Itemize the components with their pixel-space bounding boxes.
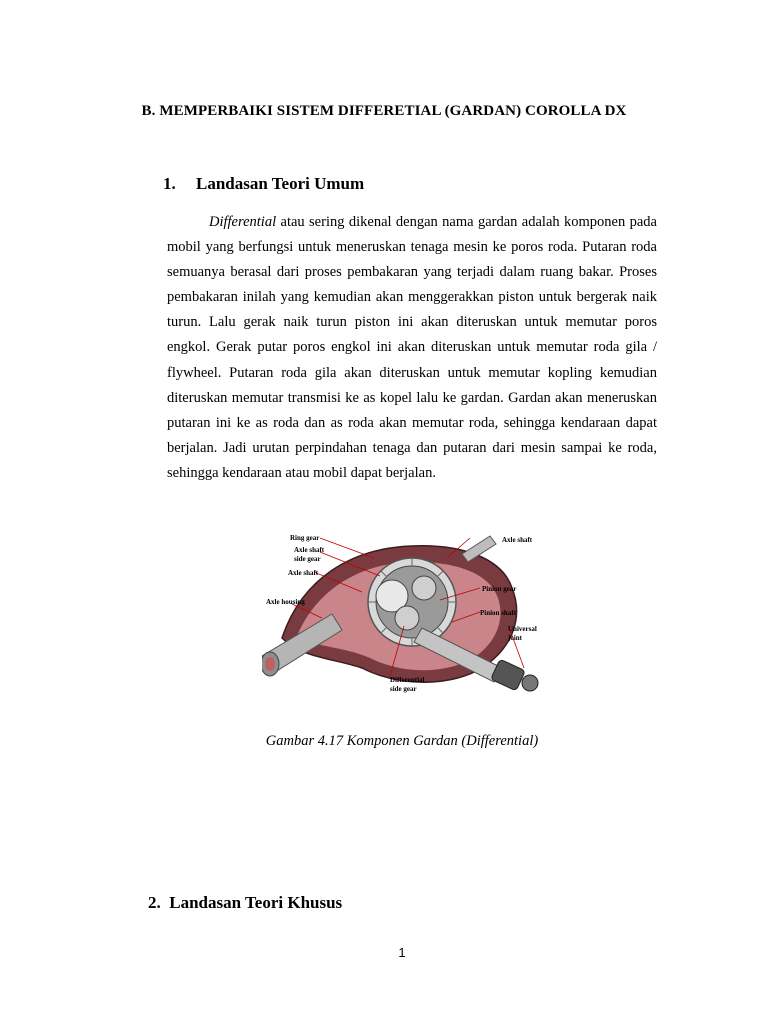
label-universal-joint-1: Universal xyxy=(508,625,537,633)
label-diff-side-gear-2: side gear xyxy=(390,685,417,693)
section-1-heading xyxy=(163,174,364,194)
label-axle-shaft-side-gear-2: side gear xyxy=(294,555,321,563)
differential-cutaway-image xyxy=(262,518,552,696)
label-axle-housing: Axle housing xyxy=(266,598,305,606)
section-2-title: Landasan Teori Khusus xyxy=(169,893,343,912)
section-1-title: Landasan Teori Umum xyxy=(196,174,365,193)
italic-term: Differential xyxy=(209,214,277,230)
body-paragraph xyxy=(167,210,657,486)
section-2-heading xyxy=(148,893,342,913)
label-ring-gear: Ring gear xyxy=(290,534,320,542)
label-diff-side-gear-1: Differential xyxy=(390,676,425,684)
label-universal-joint-2: joint xyxy=(508,634,522,642)
label-axle-shaft-right: Axle shaft xyxy=(502,536,533,544)
document-title: B. MEMPERBAIKI SISTEM DIFFERETIAL (GARDAN) COROLLA DX xyxy=(141,103,627,119)
differential-figure xyxy=(262,518,552,696)
label-pinion-shaft: Pinion shaft xyxy=(480,609,516,617)
section-2-number: 2. xyxy=(148,893,161,912)
section-1-number: 1. xyxy=(163,174,176,193)
page-number: 1 xyxy=(398,945,406,960)
label-axle-shaft-side-gear-1: Axle shaft xyxy=(294,546,325,554)
label-axle-shaft: Axle shaft xyxy=(288,569,319,577)
paragraph-text: atau sering dikenal dengan nama gardan adalah komponen pada mobil yang berfungsi untuk meneruskan tenaga mesin ke poros roda. Putaran roda semuanya berasal dari proses pembakaran yang terjadi dalam ruang bakar. Proses pembakaran inilah yang kemudian akan menggerakkan piston untuk bergerak naik turun. Lalu gerak naik turun piston ini akan diteruskan untuk memutar poros engkol. Gerak putar poros engkol ini akan diteruskan untuk memutar roda gila / flywheel. Putaran roda gila akan diteruskan untuk memutar kopling kemudian diteruskan memutar transmisi ke as kopel lalu ke gardan. Gardan akan meneruskan putaran ini ke as roda dan as roda akan memutar roda, sehingga kendaraan dapat berjalan. Jadi urutan perpindahan tenaga dan putaran dari mesin sampai ke roda, sehingga kendaraan atau mobil dapat berjalan. xyxy=(167,214,657,481)
label-pinion-gear: Pinion gear xyxy=(482,585,517,593)
figure-caption: Gambar 4.17 Komponen Gardan (Differential) xyxy=(265,733,539,749)
